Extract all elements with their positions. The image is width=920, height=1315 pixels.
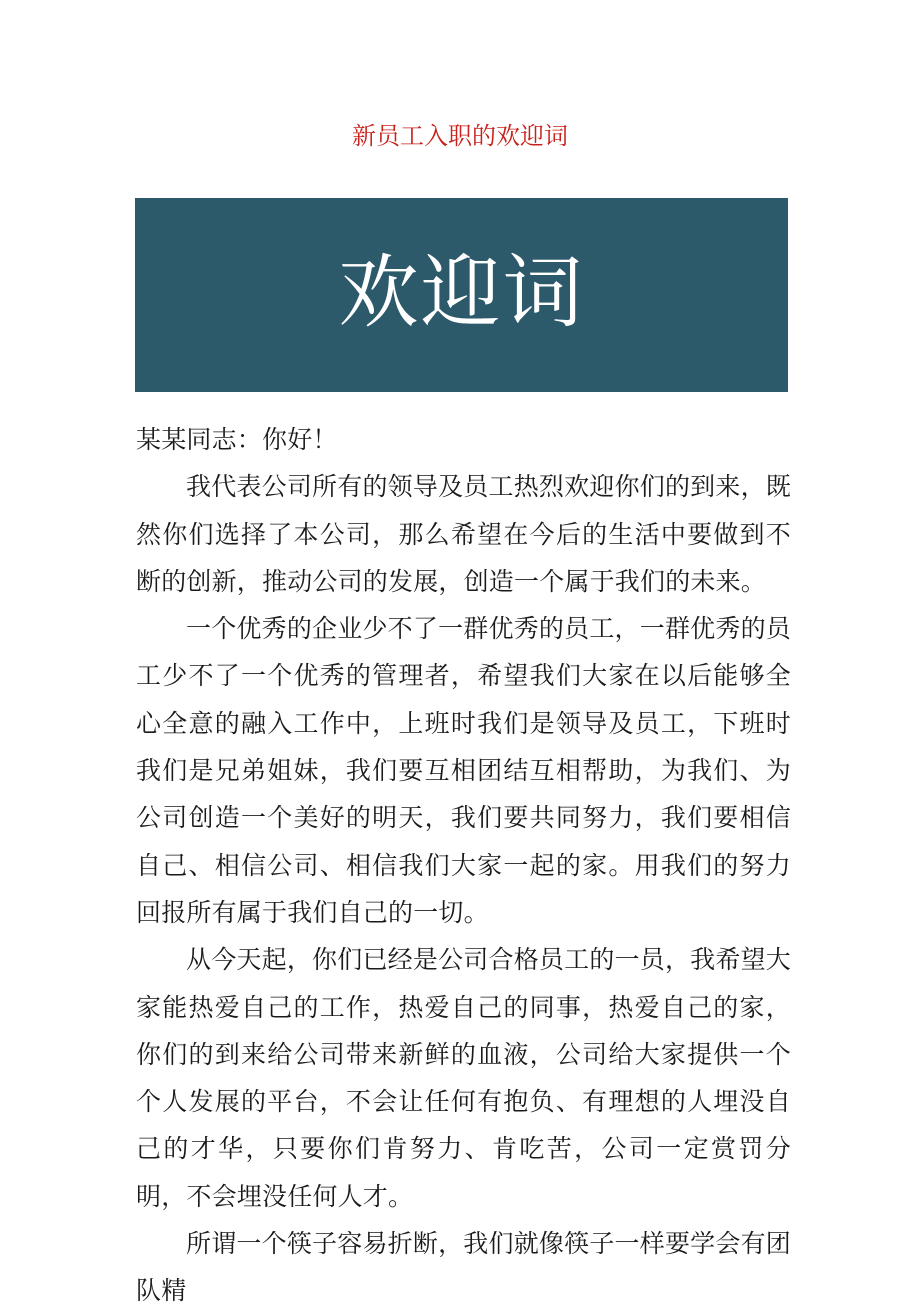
paragraph-1: 我代表公司所有的领导及员工热烈欢迎你们的到来，既然你们选择了本公司，那么希望在今后的生活中要做到不断的创新，推动公司的发展，创造一个属于我们的未来。 — [136, 472, 791, 596]
paragraph-3: 从今天起，你们已经是公司合格员工的一员，我希望大家能热爱自己的工作，热爱自己的同事，热爱自己的家，你们的到来给公司带来新鲜的血液，公司给大家提供一个个人发展的平台，不会让任何有抱负、有理想的人埋没自己的才华，只要你们肯努力、肯吃苦，公司一定赏罚分明，不会埋没任何人才。 — [136, 945, 791, 1211]
document-title: 新员工入职的欢迎词 — [352, 122, 568, 150]
paragraph-4: 所谓一个筷子容易折断，我们就像筷子一样要学会有团队精 — [136, 1229, 791, 1306]
document-body — [136, 416, 791, 1315]
greeting-line: 某某同志：你好！ — [136, 425, 338, 454]
paragraph-2: 一个优秀的企业少不了一群优秀的员工，一群优秀的员工少不了一个优秀的管理者，希望我们大家在以后能够全心全意的融入工作中，上班时我们是领导及员工，下班时我们是兄弟姐妹，我们要互相团结互相帮助，为我们、为公司创造一个美好的明天，我们要共同努力，我们要相信自己、相信公司、相信我们大家一起的家。用我们的努力回报所有属于我们自己的一切。 — [136, 614, 791, 927]
welcome-banner — [135, 198, 788, 392]
banner-heading: 欢迎词 — [338, 246, 585, 339]
